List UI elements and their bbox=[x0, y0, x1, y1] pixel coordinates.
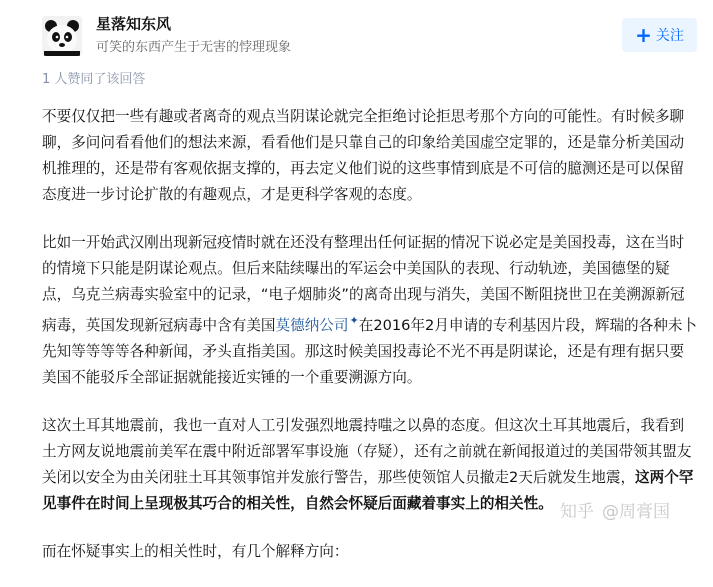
plus-icon: + bbox=[635, 23, 652, 47]
watermark-brand: 知乎 bbox=[560, 502, 594, 522]
author-name[interactable]: 星落知东风 bbox=[96, 15, 172, 33]
answer-paragraph: 不要仅仅把一些有趣或者离奇的观点当阴谋论就完全拒绝讨论拒思考那个方向的可能性。有时候多聊聊，多问问看看他们的想法来源，看看他们是只靠自己的印象给美国虚空定罪的，还是靠分析美国动机推理的，还是带有客观依据支撑的，再去定义他们说的这些事情到底是不可信的臆测还是可以保留态度进一步讨论扩散的有趣观点，才是更科学客观的态度。 bbox=[42, 108, 685, 203]
answer-paragraph bbox=[42, 230, 698, 391]
answer-author-header bbox=[0, 0, 713, 60]
bold-emphasis-text: 这两个罕见事件在时间上呈现极其巧合的相关性，自然会怀疑后面藏着事实上的相关性。 bbox=[42, 468, 694, 512]
follow-button[interactable] bbox=[622, 18, 697, 52]
panda-avatar-image bbox=[42, 16, 82, 56]
paragraph-text: 在2016年2月申请的专利基因片段，辉瑞的各种未卜先知等等等等各种新闻，矛头直指美国。那这时候美国投毒论不光不再是阴谋论，还是有理有据只要美国不能驳斥全部证据就能接近实锤的一个重要溯源方向。 bbox=[42, 316, 698, 386]
author-bio: 可笑的东西产生于无害的悖理现象 bbox=[96, 40, 292, 55]
answer-paragraph: 而在怀疑事实上的相关性时，有几个解释方向： bbox=[42, 542, 349, 560]
follow-button-label: 关注 bbox=[655, 28, 684, 44]
paragraph-text: 这次土耳其地震前，我也一直对人工引发强烈地震持嗤之以鼻的态度。但这次土耳其地震后，我看到土方网友说地震前美军在震中附近部署军事设施（存疑），还有之前就在新闻报道过的美国带领其盟友关闭以安全为由关闭驻土耳其领事馆并发旅行警告，那些使领馆人员撤走2天后就发生地震， bbox=[42, 416, 692, 486]
upvote-count-text: 1 人赞同了该回答 bbox=[42, 72, 146, 87]
company-link[interactable]: 莫德纳公司 bbox=[275, 316, 349, 334]
zhihu-watermark bbox=[560, 497, 670, 522]
link-sparkle-icon: ✦ bbox=[349, 314, 359, 327]
paragraph-text: 比如一开始武汉刚出现新冠疫情时就在还没有整理出任何证据的情况下说必定是美国投毒，这在当时的情境下只能是阴谋论观点。但后来陆续曝出的军运会中美国队的表现、行动轨迹，美国德堡的疑点，乌克兰病毒实验室中的记录，“电子烟肺炎”的离奇出现与消失，美国不断阻挠世卫在美溯源新冠病毒，英国发现新冠病毒中含有美国 bbox=[42, 234, 685, 334]
author-avatar[interactable] bbox=[42, 16, 82, 56]
watermark-user: @周膏国 bbox=[602, 502, 670, 522]
